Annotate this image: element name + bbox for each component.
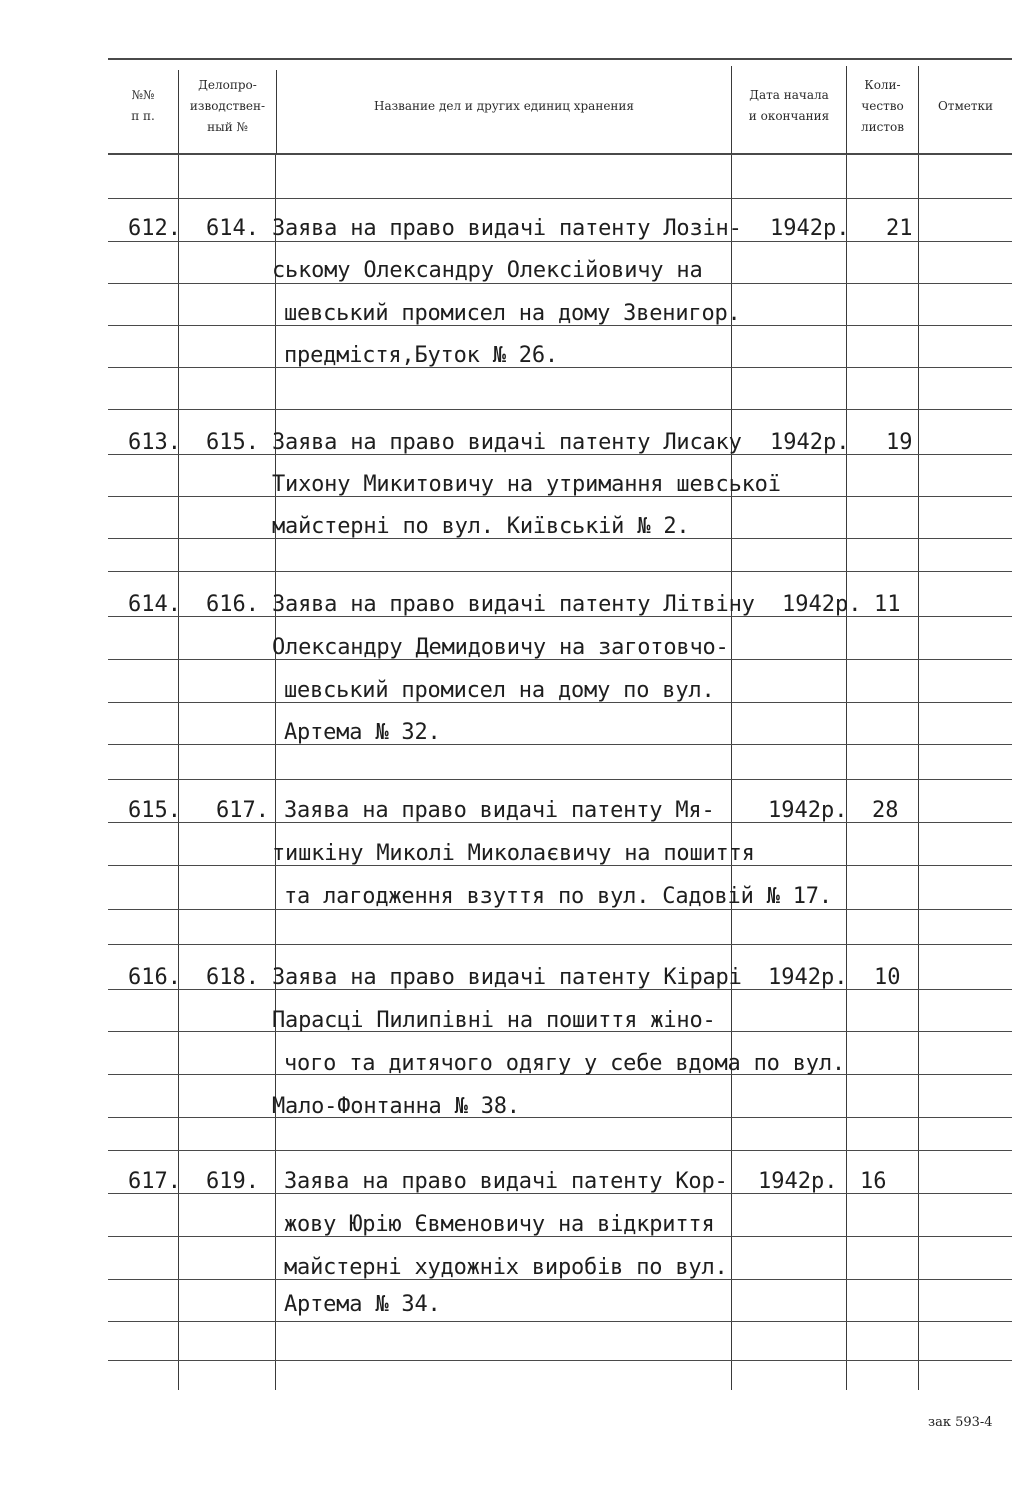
record-title-line: Заява на право видачі патенту Мя- xyxy=(284,798,715,823)
record-date: 1942р. xyxy=(782,592,862,617)
record-sheet-count: 21 xyxy=(886,216,913,241)
record-title-line: Заява на право видачі патенту Кор- xyxy=(284,1169,728,1194)
record-date: 1942р. xyxy=(770,430,850,455)
record-title-line: Заява на право видачі патенту Лозін- xyxy=(272,216,742,241)
record-title-line: Мало-Фонтанна № 38. xyxy=(272,1094,520,1119)
record-title-line: майстерні художніх виробів по вул. xyxy=(284,1255,728,1280)
record-number: 615. xyxy=(128,798,181,823)
record-title-line: ському Олександру Олексійовичу на xyxy=(272,258,703,283)
record-title-line: Олександру Демидовичу на заготовчо- xyxy=(272,635,729,660)
record-number: 616. xyxy=(128,965,181,990)
record-sheet-count: 19 xyxy=(886,430,913,455)
record-sheet-count: 10 xyxy=(874,965,901,990)
header-col-dates: Дата начала и окончания xyxy=(748,88,830,123)
record-title-line: шевський промисел на дому Звенигор. xyxy=(284,301,741,326)
header-bottom-rule xyxy=(108,153,1012,155)
record-title-line: майстерні по вул. Київській № 2. xyxy=(272,514,690,539)
record-title-line: Заява на право видачі патенту Кірарі xyxy=(272,965,742,990)
record-sheet-count: 16 xyxy=(860,1169,887,1194)
record-file-number: 614. xyxy=(206,216,259,241)
record-title-line: Заява на право видачі патенту Літвіну xyxy=(272,592,755,617)
record-title-line: жову Юрію Євменовичу на відкриття xyxy=(284,1212,715,1237)
record-number: 617. xyxy=(128,1169,181,1194)
header-col-title: Название дел и других единиц хранения xyxy=(373,98,634,113)
body-divider-1 xyxy=(178,155,179,1390)
record-title-line: Артема № 34. xyxy=(284,1292,441,1317)
record-sheet-count: 11 xyxy=(874,592,901,617)
record-date: 1942р. xyxy=(768,798,848,823)
record-title-line: Заява на право видачі патенту Лисаку xyxy=(272,430,742,455)
record-title-line: предмістя,Буток № 26. xyxy=(284,343,558,368)
body-divider-2 xyxy=(275,155,276,1390)
record-date: 1942р. xyxy=(758,1169,838,1194)
record-date: 1942р. xyxy=(770,216,850,241)
header-col-number: №№ п п. xyxy=(131,88,155,123)
record-title-line: Артема № 32. xyxy=(284,720,441,745)
record-number: 612. xyxy=(128,216,181,241)
print-order-number: зак 593-4 xyxy=(928,1415,993,1430)
record-title-line: та лагодження взуття по вул. Садовій № 17. xyxy=(284,884,832,909)
record-file-number: 618. xyxy=(206,965,259,990)
header-col-notes: Отметки xyxy=(937,98,994,113)
record-file-number: 616. xyxy=(206,592,259,617)
record-file-number: 617. xyxy=(216,798,269,823)
record-title-line: Парасці Пилипівні на пошиття жіно- xyxy=(272,1008,716,1033)
record-title-line: шевський промисел на дому по вул. xyxy=(284,678,715,703)
record-file-number: 615. xyxy=(206,430,259,455)
body-divider-4 xyxy=(846,155,847,1390)
record-file-number: 619. xyxy=(206,1169,259,1194)
record-number: 613. xyxy=(128,430,181,455)
body-divider-5 xyxy=(918,155,919,1390)
record-title-line: чого та дитячого одягу у себе вдома по вул. xyxy=(284,1051,845,1076)
body-divider-3 xyxy=(731,155,732,1390)
header-col-sheet-count: Коли- чество листов xyxy=(861,77,904,134)
header-col-file-number: Делопро- изводствен- ный № xyxy=(189,77,266,134)
record-number: 614. xyxy=(128,592,181,617)
record-title-line: тишкіну Миколі Миколаєвичу на пошиття xyxy=(272,841,755,866)
record-date: 1942р. xyxy=(768,965,848,990)
record-sheet-count: 28 xyxy=(872,798,899,823)
record-title-line: Тихону Микитовичу на утримання шевської xyxy=(272,472,781,497)
